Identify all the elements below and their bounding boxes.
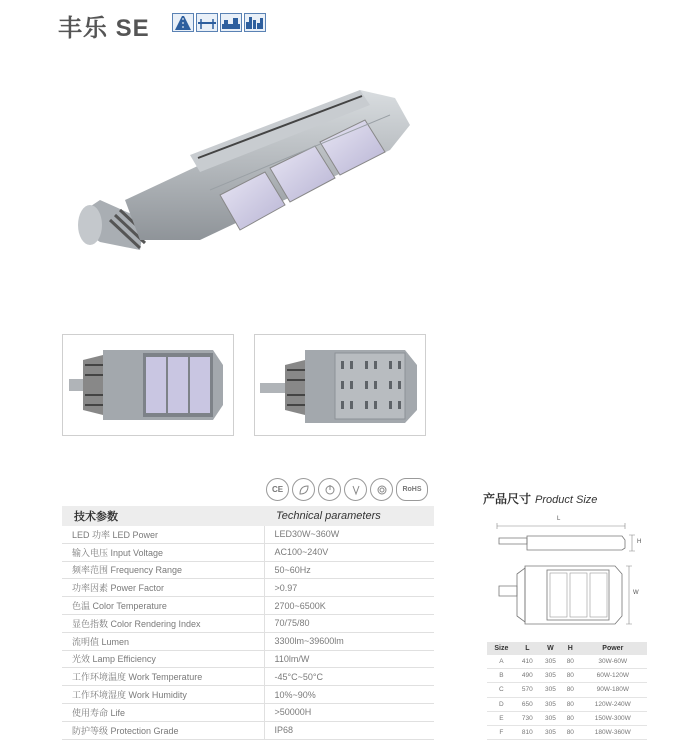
dim-l-label: L [557,516,561,522]
param-value: 2700~6500K [264,597,434,615]
rohs-badge-icon: RoHS [396,478,428,501]
param-value: 10%~90% [264,686,434,704]
back-view-image [254,334,426,436]
cell: 570 [516,683,539,697]
table-row [62,561,434,579]
param-name: 显色指数 Color Rendering Index [62,614,264,632]
table-row [62,668,434,686]
param-name: 光效 Lamp Efficiency [62,650,264,668]
cell: 305 [539,669,562,683]
cell: A [487,655,516,669]
table-row [487,725,647,739]
product-size-table [487,642,647,740]
product-size-heading [483,490,597,507]
cell: 730 [516,711,539,725]
cell: 80 [562,725,579,739]
technical-parameters-table [62,506,434,740]
table-row [62,632,434,650]
led-icon [344,478,367,501]
param-value: 3300lm~39600lm [264,632,434,650]
param-value: 110lm/W [264,650,434,668]
table-row [62,526,434,543]
header-cn: 技术参数 [62,506,264,526]
param-value: 70/75/80 [264,614,434,632]
column-header: H [562,642,579,655]
cell: 120W-240W [579,697,647,711]
param-value: LED30W~360W [264,526,434,543]
param-name: 色温 Color Temperature [62,597,264,615]
cell: 410 [516,655,539,669]
size-heading-en: Product Size [535,494,598,506]
table-row [62,543,434,561]
cell: 305 [539,711,562,725]
column-header: L [516,642,539,655]
cell: 80 [562,669,579,683]
spiral-icon [370,478,393,501]
size-heading-cn: 产品尺寸 [483,492,532,506]
cell: 80 [562,655,579,669]
street-icon [220,13,242,32]
front-view-image [62,334,234,436]
table-header-row [62,506,434,526]
table-row [62,614,434,632]
header-en: Technical parameters [264,506,434,526]
cell: 305 [539,683,562,697]
cell: 305 [539,725,562,739]
table-row [62,579,434,597]
table-row [487,697,647,711]
dim-w-label: W [633,590,639,596]
cell: 80 [562,697,579,711]
param-name: 功率因素 Power Factor [62,579,264,597]
cell: 60W-120W [579,669,647,683]
param-value: >50000H [264,703,434,721]
table-row [62,703,434,721]
ce-mark-icon: CE [266,478,289,501]
power-icon [318,478,341,501]
cell: 650 [516,697,539,711]
param-name: 流明值 Lumen [62,632,264,650]
table-row [487,655,647,669]
table-header-row [487,642,647,655]
column-header: Size [487,642,516,655]
table-row [62,650,434,668]
road-icon [172,13,194,32]
cell: 305 [539,655,562,669]
cell: 90W-180W [579,683,647,697]
cell: D [487,697,516,711]
param-name: 频率范围 Frequency Range [62,561,264,579]
product-image [70,80,420,255]
param-value: -45°C~50°C [264,668,434,686]
bridge-icon [196,13,218,32]
column-header: Power [579,642,647,655]
param-name: 防护等级 Protection Grade [62,721,264,739]
param-value: IP68 [264,721,434,739]
dim-h-label: H [637,539,642,545]
table-row [487,711,647,725]
param-name: LED 功率 LED Power [62,526,264,543]
city-icon [244,13,266,32]
param-value: >0.97 [264,579,434,597]
cell: 305 [539,697,562,711]
param-name: 使用寿命 Life [62,703,264,721]
param-name: 输入电压 Input Voltage [62,543,264,561]
table-row [487,683,647,697]
cell: 810 [516,725,539,739]
param-value: 50~60Hz [264,561,434,579]
table-row [62,721,434,739]
cell: B [487,669,516,683]
table-row [62,686,434,704]
top-view-drawing [487,560,647,630]
column-header: W [539,642,562,655]
cell: 180W-360W [579,725,647,739]
cell: 30W-60W [579,655,647,669]
cell: 80 [562,711,579,725]
cell: F [487,725,516,739]
param-name: 工作环境温度 Work Temperature [62,668,264,686]
product-title: 丰乐 SE [58,15,150,42]
table-row [487,669,647,683]
cell: C [487,683,516,697]
cell: 150W-300W [579,711,647,725]
cell: 490 [516,669,539,683]
param-value: AC100~240V [264,543,434,561]
rohs-leaf-icon [292,478,315,501]
cell: E [487,711,516,725]
side-view-drawing [487,518,647,556]
table-row [62,597,434,615]
cell: 80 [562,683,579,697]
param-name: 工作环境湿度 Work Humidity [62,686,264,704]
